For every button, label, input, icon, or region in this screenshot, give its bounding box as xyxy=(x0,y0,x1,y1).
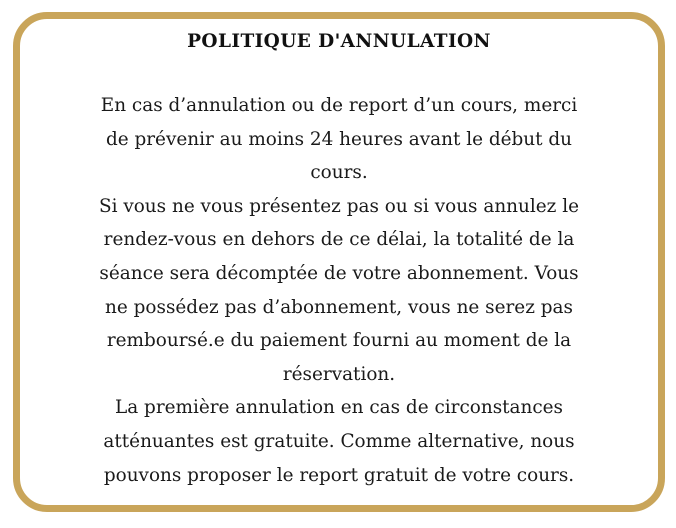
policy-line: de prévenir au moins 24 heures avant le début du xyxy=(105,128,573,150)
policy-line: atténuantes est gratuite. Comme alternative, nous xyxy=(103,430,575,452)
policy-line: En cas d’annulation ou de report d’un cours, merci xyxy=(100,95,578,116)
policy-line: pouvons proposer le report gratuit de votre cours. xyxy=(103,464,575,486)
policy-line: séance sera décomptée de votre abonnement. Vous xyxy=(99,262,579,284)
policy-line: rendez-vous en dehors de ce délai, la totalité de la xyxy=(103,229,575,251)
policy-body xyxy=(20,89,658,492)
policy-line: réservation. xyxy=(282,363,396,385)
policy-card xyxy=(13,12,665,512)
policy-line: La première annulation en cas de circonstances xyxy=(114,397,564,419)
policy-line: ne possédez pas d’abonnement, vous ne serez pas xyxy=(105,296,573,318)
policy-line: Si vous ne vous présentez pas ou si vous annulez le xyxy=(98,195,579,217)
policy-title: POLITIQUE D'ANNULATION xyxy=(187,31,491,52)
policy-line: cours. xyxy=(310,162,368,184)
policy-line: remboursé.e du paiement fourni au moment de la xyxy=(106,330,572,352)
